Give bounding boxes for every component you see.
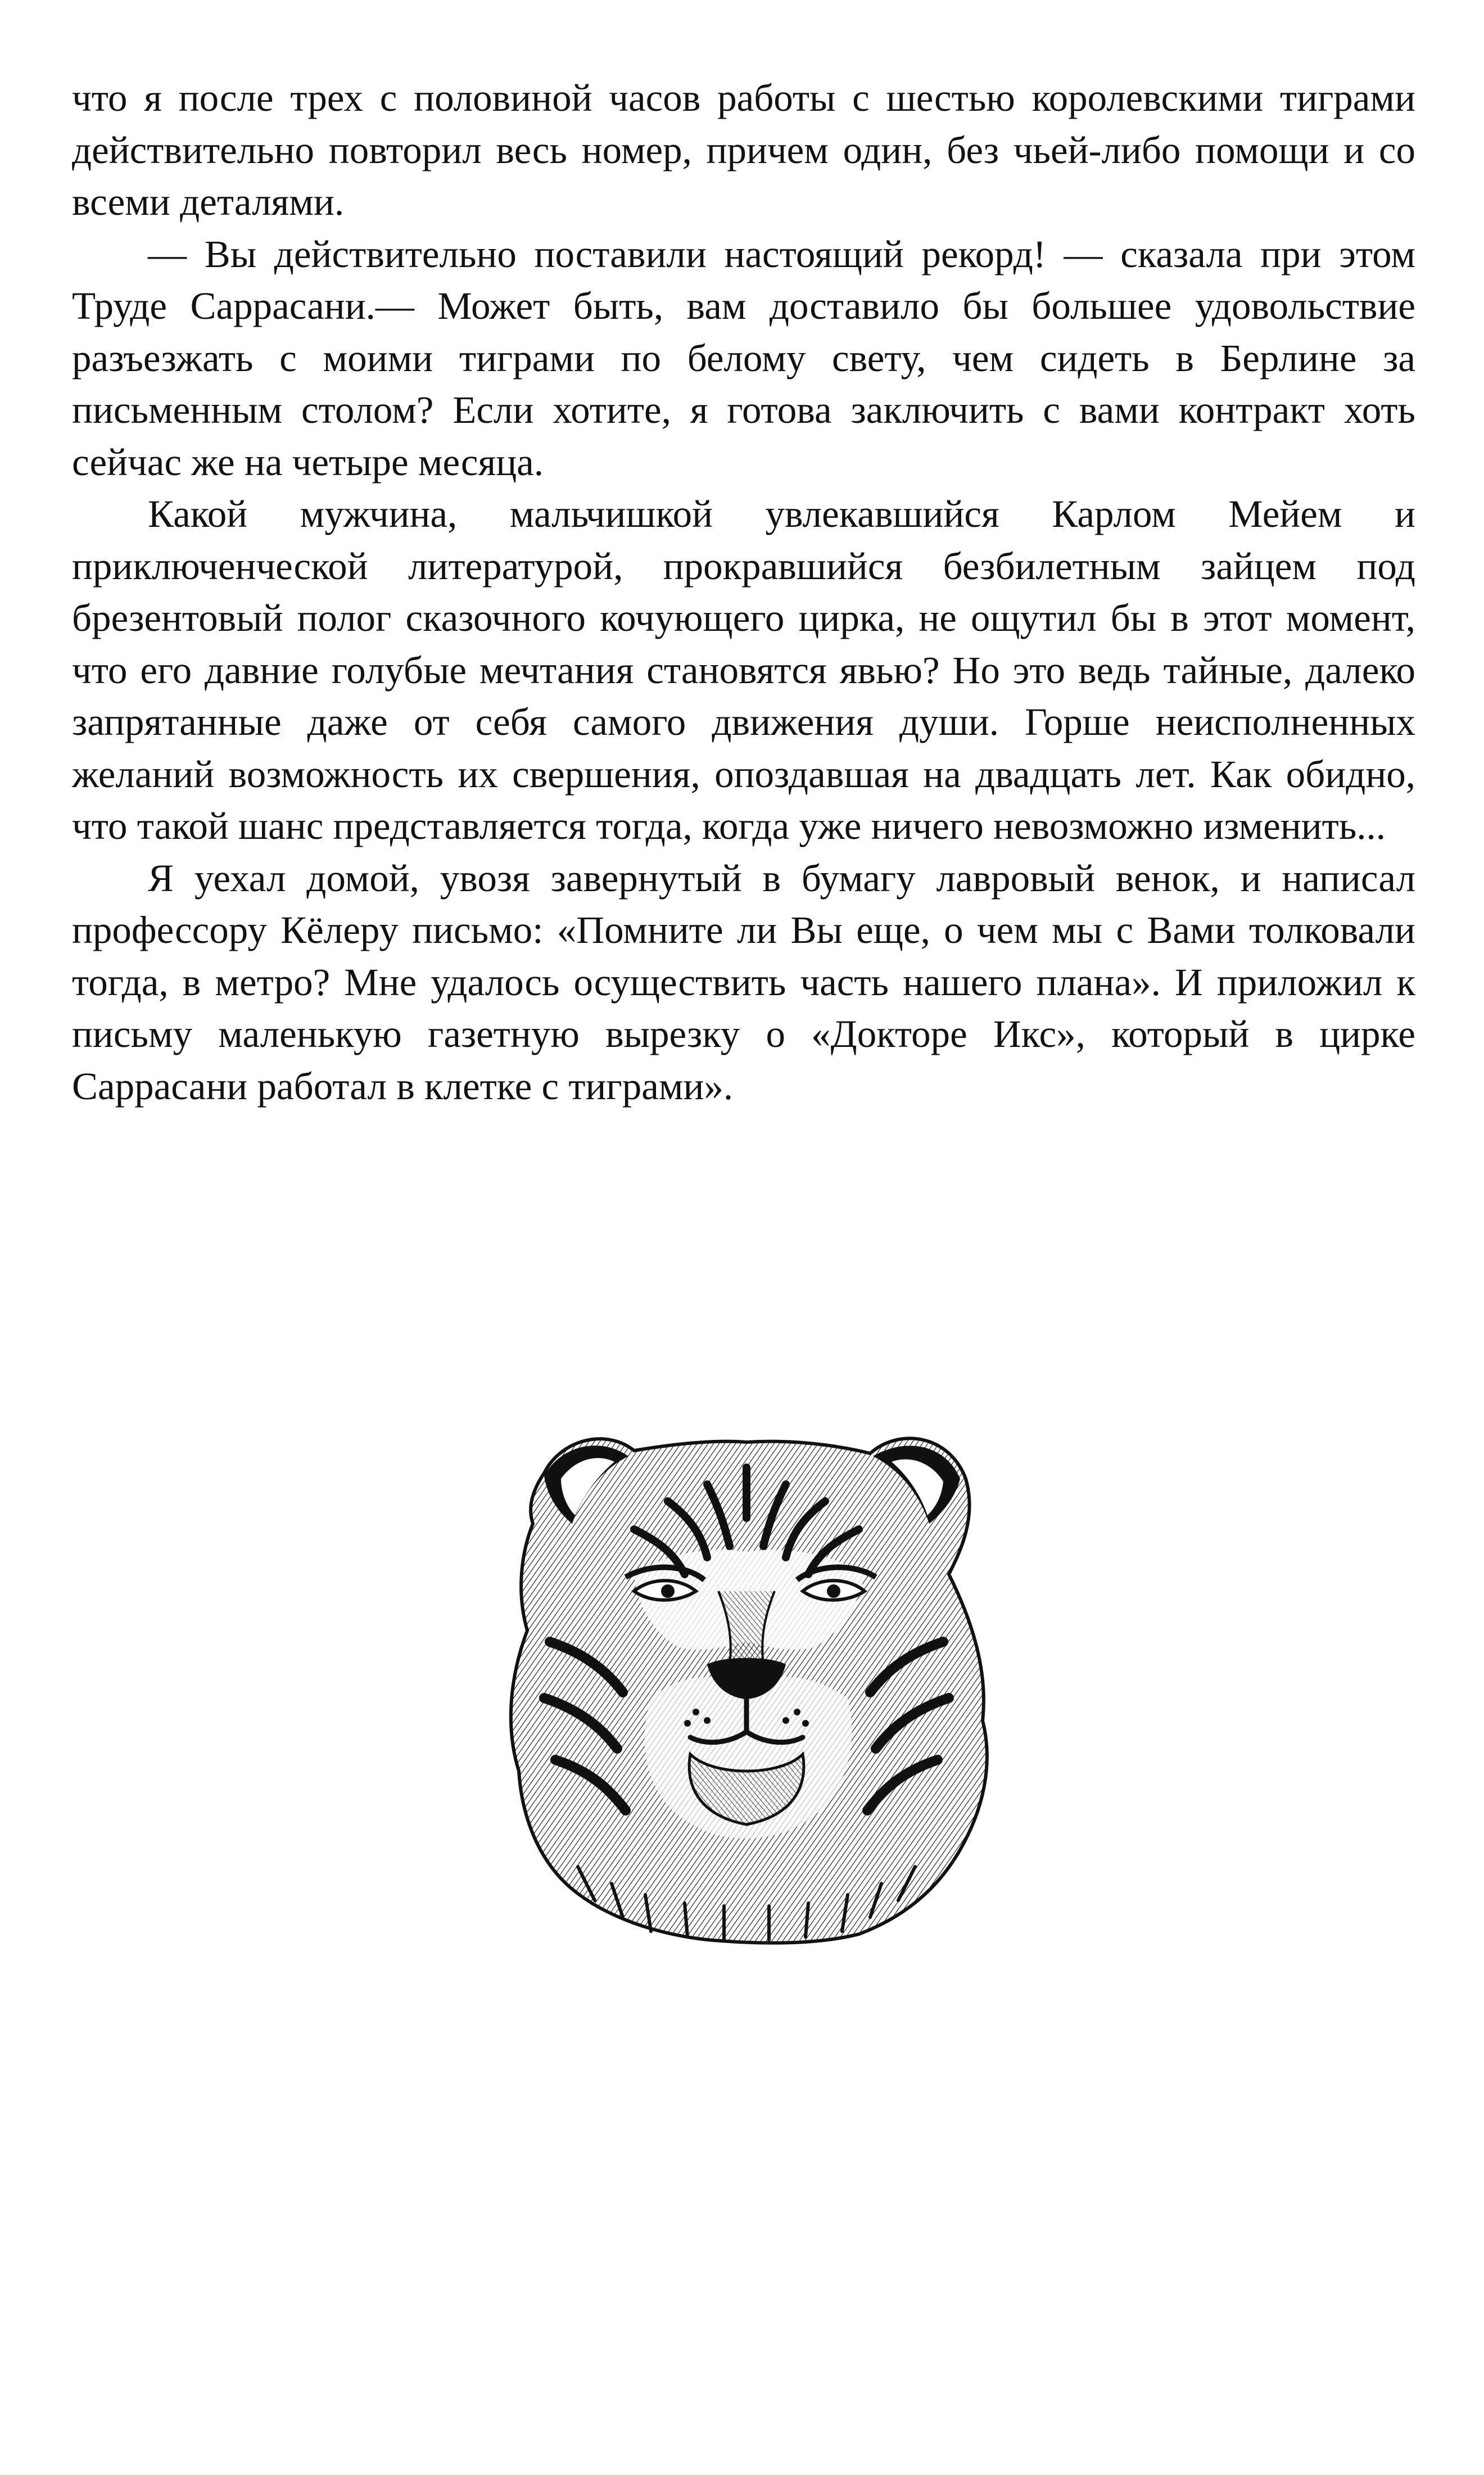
paragraph-reflection: Какой мужчина, мальчишкой увлекавшийся Карлом Мейем и приключенческой литературой, прокравшийся безбилетным зайцем под брезентовый полог сказочного кочующего цирка, не ощутил бы в этот момент, что его давние голубые мечтания становятся явью? Но это ведь тайные, далеко запрятанные даже от себя самого движения души. Горше неисполненных желаний возможность их свершения, опоздавшая на двадцать лет. Как обидно, что такой шанс представляется тогда, когда уже ничего невозможно изменить... [72,493,1415,847]
paragraph-dialogue: — Вы действительно поставили настоящий рекорд! — сказала при этом Труде Саррасани.— Может быть, вам доставило бы большее удовольствие разъезжать с моими тиграми по белому свету, чем сидеть в Берлине за письменным столом? Если хотите, я готова заключить с вами контракт хоть сейчас же на четыре месяца. [72,232,1415,484]
tiger-head-image [465,1406,1028,1945]
body-text [72,72,1415,1112]
paragraph-continuation: что я после трех с половиной часов работы с шестью королевскими тиграми действительно повторил весь номер, причем один, без чьей-либо помощи и со всеми деталями. [72,76,1415,223]
tiger-illustration [465,1406,1028,1945]
paragraph-letter: Я уехал домой, увозя завернутый в бумагу лавровый венок, и написал профессору Кёлеру письмо: «Помните ли Вы еще, о чем мы с Вами толковали тогда, в метро? Мне удалось осуществить часть нашего плана». И приложил к письму маленькую газетную вырезку о «Докторе Икс», который в цирке Саррасани работал в клетке с тиграми». [72,856,1415,1108]
book-page [72,72,1415,1112]
